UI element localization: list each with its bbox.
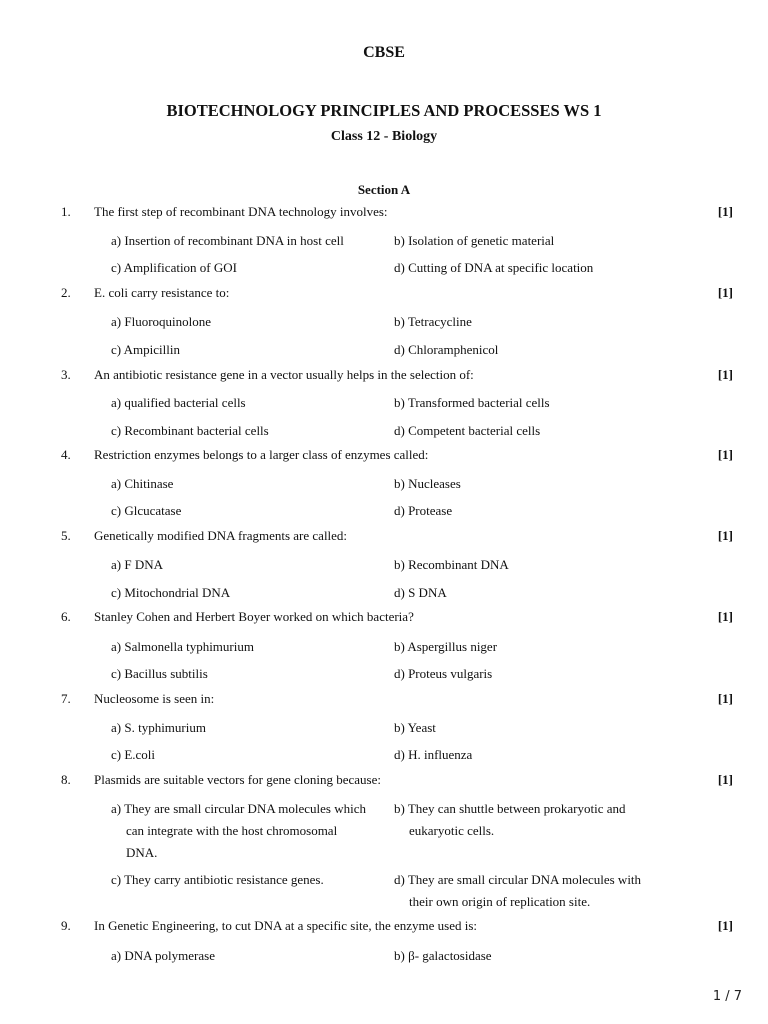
option-b: b) Tetracycline	[394, 314, 472, 329]
board-name: CBSE	[363, 44, 405, 61]
option-a: a) S. typhimurium	[111, 720, 206, 735]
option-b: b) Recombinant DNA	[394, 557, 509, 572]
question-text: E. coli carry resistance to:	[94, 285, 230, 300]
option-d: d) Cutting of DNA at specific location	[394, 260, 594, 275]
option-b: b) Aspergillus niger	[394, 639, 498, 654]
question-text: An antibiotic resistance gene in a vector usually helps in the selection of:	[94, 367, 474, 382]
option-b: b) β- galactosidase	[394, 948, 492, 963]
question-marks: [1]	[717, 447, 733, 462]
option-b: b) Transformed bacterial cells	[394, 395, 550, 410]
option-d: d) They are small circular DNA molecules with their own origin of replication site.	[394, 872, 642, 909]
question-marks: [1]	[717, 609, 733, 624]
question-marks: [1]	[717, 918, 733, 933]
option-c: c) Ampicillin	[111, 342, 180, 357]
option-a: a) Chitinase	[111, 476, 174, 491]
question-number: 8.	[61, 772, 71, 787]
question-number: 1.	[61, 204, 71, 219]
question-number: 4.	[61, 447, 71, 462]
question-marks: [1]	[717, 367, 733, 382]
option-c: c) Glcucatase	[111, 503, 182, 518]
question-text: Genetically modified DNA fragments are called:	[94, 528, 348, 543]
option-a: a) Fluoroquinolone	[111, 314, 212, 329]
question-marks: [1]	[717, 691, 733, 706]
question-number: 9.	[61, 918, 71, 933]
option-b: b) They can shuttle between prokaryotic and eukaryotic cells.	[394, 801, 626, 838]
worksheet-subtitle: Class 12 - Biology	[330, 129, 438, 144]
question-marks: [1]	[717, 204, 733, 219]
question-text: In Genetic Engineering, to cut DNA at a specific site, the enzyme used is:	[94, 918, 478, 933]
option-c: c) They carry antibiotic resistance genes.	[111, 872, 324, 887]
question-marks: [1]	[717, 772, 733, 787]
option-d: d) Chloramphenicol	[394, 342, 499, 357]
option-b: b) Isolation of genetic material	[394, 233, 555, 248]
option-c: c) Recombinant bacterial cells	[111, 423, 269, 438]
option-c: c) Mitochondrial DNA	[111, 585, 231, 600]
section-heading: Section A	[357, 182, 411, 197]
question-number: 6.	[61, 609, 71, 624]
option-a: a) Insertion of recombinant DNA in host cell	[111, 233, 344, 248]
question-text: Nucleosome is seen in:	[94, 691, 215, 706]
question-marks: [1]	[717, 285, 733, 300]
question-number: 7.	[61, 691, 71, 706]
page-number: 1 / 7	[712, 989, 742, 1004]
question-text: Restriction enzymes belongs to a larger class of enzymes called:	[94, 447, 429, 462]
question-marks: [1]	[717, 528, 733, 543]
question-number: 5.	[61, 528, 71, 543]
question-number: 3.	[61, 367, 71, 382]
option-d: d) S DNA	[394, 585, 447, 600]
question-text: The first step of recombinant DNA technology involves:	[94, 204, 388, 219]
question-text: Plasmids are suitable vectors for gene cloning because:	[94, 772, 381, 787]
option-a: a) F DNA	[111, 557, 163, 572]
option-a: a) qualified bacterial cells	[111, 395, 246, 410]
option-a: a) They are small circular DNA molecules which can integrate with the host chromosomal DNA.	[111, 801, 366, 860]
option-b: b) Yeast	[394, 720, 436, 735]
worksheet-title: BIOTECHNOLOGY PRINCIPLES AND PROCESSES WS 1	[166, 101, 602, 120]
question-text: Stanley Cohen and Herbert Boyer worked on which bacteria?	[94, 609, 414, 624]
option-d: d) Proteus vulgaris	[394, 666, 493, 681]
option-b: b) Nucleases	[394, 476, 461, 491]
question-number: 2.	[61, 285, 71, 300]
option-d: d) Competent bacterial cells	[394, 423, 541, 438]
option-c: c) Bacillus subtilis	[111, 666, 208, 681]
option-d: d) Protease	[394, 503, 453, 518]
option-c: c) Amplification of GOI	[111, 260, 237, 275]
option-a: a) Salmonella typhimurium	[111, 639, 254, 654]
option-a: a) DNA polymerase	[111, 948, 215, 963]
option-d: d) H. influenza	[394, 747, 473, 762]
option-c: c) E.coli	[111, 747, 156, 762]
